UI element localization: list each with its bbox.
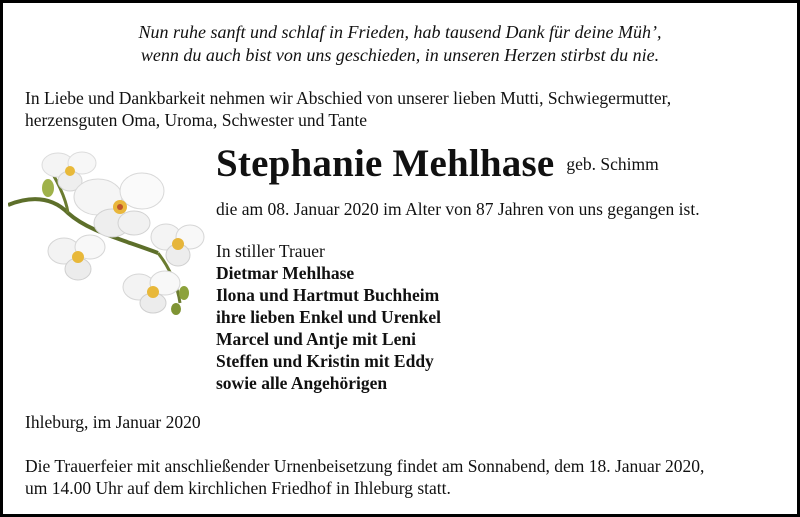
place-and-date: Ihleburg, im Januar 2020 (25, 412, 201, 432)
deceased-name: Stephanie Mehlhase (216, 142, 555, 185)
intro-line: In Liebe und Dankbarkeit nehmen wir Abschied von unserer lieben Mutti, Schwiegermutter, (25, 88, 672, 108)
intro-line: herzensguten Oma, Uroma, Schwester und Tante (25, 110, 368, 130)
mourning-heading: In stiller Trauer (216, 241, 325, 261)
deceased-name-line (216, 141, 659, 186)
funeral-line: Die Trauerfeier mit anschließender Urnenbeisetzung findet am Sonnabend, dem 18. Januar 2020, (25, 456, 705, 476)
mourner-name: Dietmar Mehlhase (216, 263, 355, 283)
mourner-name: ihre lieben Enkel und Urenkel (216, 307, 441, 327)
mourner-name: Ilona und Hartmut Buchheim (216, 285, 440, 305)
mourner-name: Marcel und Antje mit Leni (216, 329, 416, 349)
orchid-flower-icon (8, 143, 208, 323)
maiden-name: geb. Schimm (566, 154, 659, 174)
verse-line: wenn du auch bist von uns geschieden, in unseren Herzen stirbst du nie. (140, 45, 660, 65)
funeral-line: um 14.00 Uhr auf dem kirchlichen Friedhof in Ihleburg statt. (25, 478, 451, 498)
intro-text (25, 87, 779, 131)
death-statement: die am 08. Januar 2020 im Alter von 87 Jahren von uns gegangen ist. (216, 199, 700, 219)
mourner-name: sowie alle Angehörigen (216, 373, 388, 393)
memorial-verse (3, 21, 797, 67)
mourners-list (216, 240, 441, 394)
verse-line: Nun ruhe sanft und schlaf in Frieden, hab tausend Dank für deine Müh’, (138, 22, 662, 42)
mourner-name: Steffen und Kristin mit Eddy (216, 351, 434, 371)
funeral-info (25, 455, 704, 499)
